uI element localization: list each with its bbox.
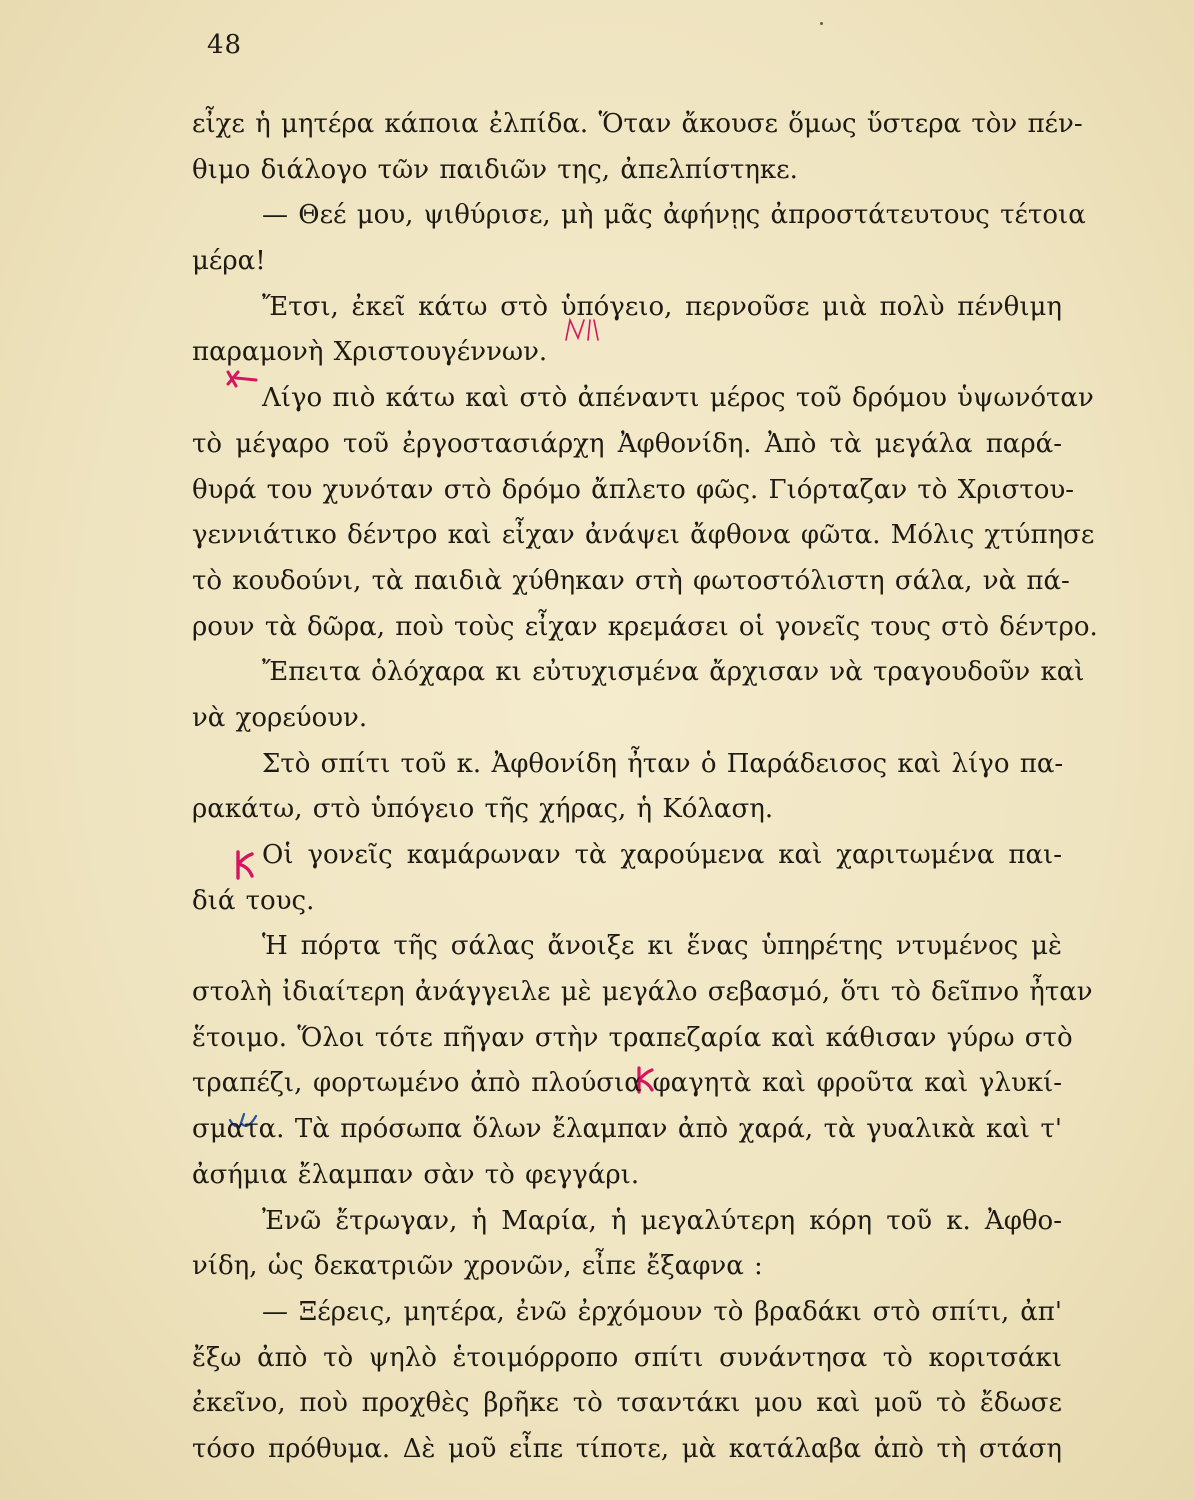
text-line: τὸ μέγαρο τοῦ ἐργοστασιάρχη Ἀφθονίδη. Ἀπὸ τὰ μεγάλα παρά- <box>192 428 1062 459</box>
text-line: Ἐνῶ ἔτρωγαν, ἡ Μαρία, ἡ μεγαλύτερη κόρη τοῦ κ. Ἀφθο- <box>262 1205 1062 1236</box>
text-line: ρουν τὰ δῶρα, ποὺ τοὺς εἶχαν κρεμάσει οἱ γονεῖς τους στὸ δέντρο. <box>192 611 1098 642</box>
text-line: ρακάτω, στὸ ὑπόγειο τῆς χήρας, ἡ Κόλαση. <box>192 794 774 825</box>
text-line: Λίγο πιὸ κάτω καὶ στὸ ἀπέναντι μέρος τοῦ δρόμου ὑψωνόταν <box>262 383 1094 414</box>
text-line: στολὴ ἰδιαίτερη ἀνάγγειλε μὲ μεγάλο σεβασμό, ὅτι τὸ δεῖπνο ἦταν <box>192 977 1093 1008</box>
text-line: παραμονὴ Χριστουγέννων. <box>192 337 548 368</box>
text-line: τὸ κουδούνι, τὰ παιδιὰ χύθηκαν στὴ φωτοστόλιστη σάλα, νὰ πά- <box>192 565 1070 596</box>
text-line: — Θεέ μου, ψιθύρισε, μὴ μᾶς ἀφήνῃς ἀπροστάτευτους τέτοια <box>262 200 1086 231</box>
text-line: τραπέζι, φορτωμένο ἀπὸ πλούσια φαγητὰ καὶ φροῦτα καὶ γλυκί- <box>192 1068 1062 1099</box>
text-line: γεννιάτικο δέντρο καὶ εἶχαν ἀνάψει ἄφθονα φῶτα. Μόλις χτύπησε <box>192 520 1095 551</box>
text-line: — Ξέρεις, μητέρα, ἐνῶ ἐρχόμουν τὸ βραδάκι στὸ σπίτι, ἀπ' <box>262 1296 1062 1327</box>
text-line: εἶχε ἡ μητέρα κάποια ἐλπίδα. Ὅταν ἄκουσε ὅμως ὕστερα τὸν πέν- <box>192 109 1083 139</box>
text-line: Ἡ πόρτα τῆς σάλας ἄνοιξε κι ἕνας ὑπηρέτης ντυμένος μὲ <box>262 931 1062 962</box>
text-line: Στὸ σπίτι τοῦ κ. Ἀφθονίδη ἦταν ὁ Παράδεισος καὶ λίγο πα- <box>262 748 1064 779</box>
text-line: ἐκεῖνο, ποὺ προχθὲς βρῆκε τὸ τσαντάκι μου καὶ μοῦ τὸ ἔδωσε <box>192 1388 1062 1419</box>
text-line: νὰ χορεύουν. <box>192 702 368 733</box>
text-line: Οἱ γονεῖς καμάρωναν τὰ χαρούμενα καὶ χαριτωμένα παι- <box>262 840 1062 870</box>
speck-mark <box>820 22 823 25</box>
text-line: ἕτοιμο. Ὅλοι τότε πῆγαν στὴν τραπεζαρία καὶ κάθισαν γύρω στὸ <box>192 1022 1073 1053</box>
text-line: ἀσήμια ἔλαμπαν σὰν τὸ φεγγάρι. <box>192 1159 640 1190</box>
text-line: Ἔπειτα ὁλόχαρα κι εὐτυχισμένα ἄρχισαν νὰ τραγουδοῦν καὶ <box>262 657 1085 688</box>
text-line: Ἔτσι, ἐκεῖ κάτω στὸ ὑπόγειο, περνοῦσε μιὰ πολὺ πένθιμη <box>262 291 1062 322</box>
text-line: ἔξω ἀπὸ τὸ ψηλὸ ἑτοιμόρροπο σπίτι συνάντησα τὸ κοριτσάκι <box>192 1342 1062 1373</box>
text-line: διά τους. <box>192 885 315 916</box>
text-line: θυρά του χυνόταν στὸ δρόμο ἄπλετο φῶς. Γιόρταζαν τὸ Χριστου- <box>192 474 1075 505</box>
text-line: θιμο διάλογο τῶν παιδιῶν της, ἀπελπίστηκε. <box>192 154 798 185</box>
body-text <box>192 102 1098 1473</box>
page-number: 48 <box>207 30 243 60</box>
text-line: νίδη, ὡς δεκατριῶν χρονῶν, εἶπε ἔξαφνα : <box>192 1251 763 1282</box>
text-line: σματα. Τὰ πρόσωπα ὅλων ἔλαμπαν ἀπὸ χαρά, τὰ γυαλικὰ καὶ τ' <box>192 1114 1062 1145</box>
text-line: τόσο πρόθυμα. Δὲ μοῦ εἶπε τίποτε, μὰ κατάλαβα ἀπὸ τὴ στάση <box>192 1433 1062 1464</box>
text-line: μέρα! <box>192 246 266 277</box>
